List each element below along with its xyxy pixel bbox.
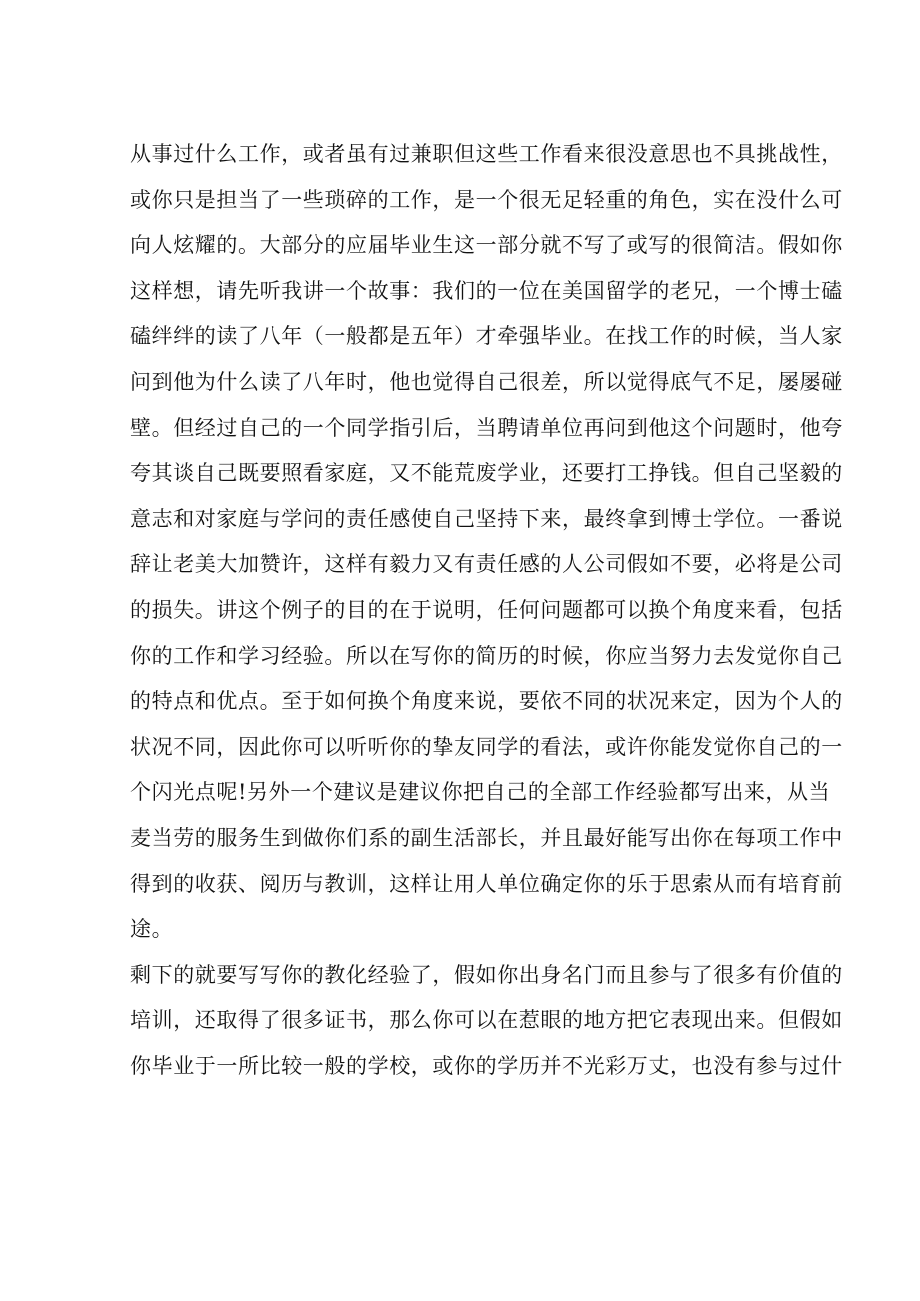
text-line: 向人炫耀的。大部分的应届毕业生这一部分就不写了或写的很简洁。假如你 bbox=[130, 233, 843, 258]
text-line: 你毕业于一所比较一般的学校，或你的学历并不光彩万丈，也没有参与过什 bbox=[130, 1053, 843, 1078]
text-line: 这样想，请先听我讲一个故事：我们的一位在美国留学的老兄，一个博士磕 bbox=[130, 278, 843, 303]
text-line: 培训，还取得了很多证书，那么你可以在惹眼的地方把它表现出来。但假如 bbox=[130, 1008, 843, 1033]
text-line: 状况不同，因此你可以听听你的挚友同学的看法，或许你能发觉你自己的一 bbox=[130, 734, 843, 759]
text-line: 的特点和优点。至于如何换个角度来说，要依不同的状况来定，因为个人的 bbox=[130, 689, 843, 714]
text-line: 的损失。讲这个例子的目的在于说明，任何问题都可以换个角度来看，包括 bbox=[130, 597, 843, 622]
text-line: 得到的收获、阅历与教训，这样让用人单位确定你的乐于思索从而有培育前 bbox=[130, 871, 843, 896]
text-line: 辞让老美大加赞许，这样有毅力又有责任感的人公司假如不要，必将是公司 bbox=[130, 552, 843, 577]
text-line: 你的工作和学习经验。所以在写你的简历的时候，你应当努力去发觉你自己 bbox=[130, 643, 843, 668]
text-line: 麦当劳的服务生到做你们系的副生活部长，并且最好能写出你在每项工作中 bbox=[130, 825, 843, 850]
text-line: 从事过什么工作，或者虽有过兼职但这些工作看来很没意思也不具挑战性， bbox=[130, 142, 843, 166]
text-line: 途。 bbox=[130, 917, 174, 942]
text-line: 壁。但经过自己的一个同学指引后，当聘请单位再问到他这个问题时，他夸 bbox=[130, 415, 843, 440]
text-line: 个闪光点呢!另外一个建议是建议你把自己的全部工作经验都写出来，从当 bbox=[130, 780, 831, 805]
text-line: 磕绊绊的读了八年（一般都是五年）才牵强毕业。在找工作的时候，当人家 bbox=[130, 324, 843, 349]
text-line: 问到他为什么读了八年时，他也觉得自己很差，所以觉得底气不足，屡屡碰 bbox=[130, 369, 843, 394]
text-line: 意志和对家庭与学问的责任感使自己坚持下来，最终拿到博士学位。一番说 bbox=[130, 506, 843, 531]
text-line: 夸其谈自己既要照看家庭，又不能荒废学业，还要打工挣钱。但自己坚毅的 bbox=[130, 461, 843, 486]
text-line: 剩下的就要写写你的教化经验了，假如你出身名门而且参与了很多有价值的 bbox=[130, 962, 843, 987]
body-text bbox=[130, 132, 843, 1089]
text-line: 或你只是担当了一些琐碎的工作，是一个很无足轻重的角色，实在没什么可 bbox=[130, 187, 843, 212]
